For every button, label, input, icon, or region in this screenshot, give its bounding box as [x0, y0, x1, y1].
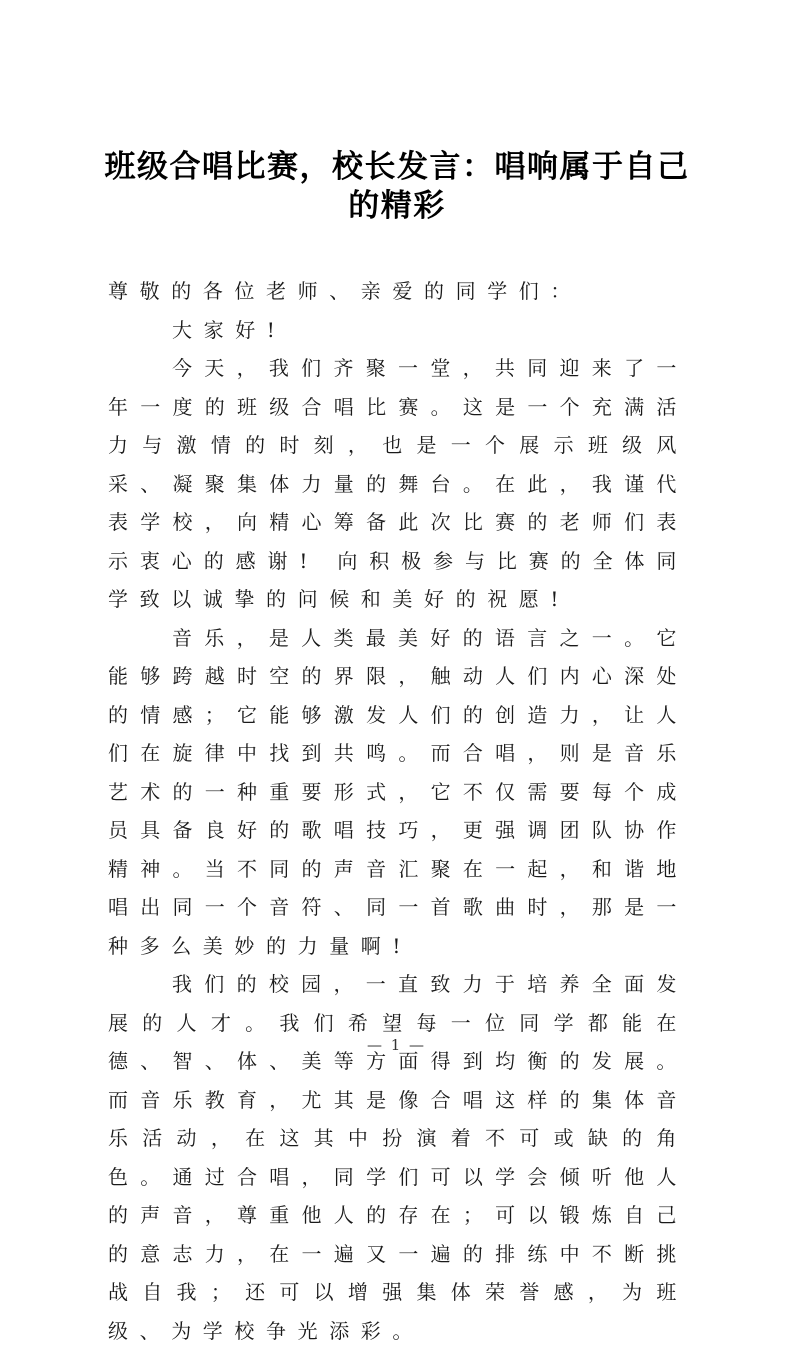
- page-number: — 1 —: [366, 1036, 427, 1054]
- greeting: 大家好!: [172, 317, 287, 342]
- paragraph-1: 今天，我们齐聚一堂，共同迎来了一年一度的班级合唱比赛。这是一个充满活力与激情的时刻，也是一个展示班级风采、凝聚集体力量的舞台。在此，我谨代表学校，向精心筹备此次比赛的老师们表示衷心的感谢! 向积极参与比赛的全体同学致以诚挚的问候和美好的祝愿!: [108, 356, 688, 611]
- paragraph-2: 音乐，是人类最美好的语言之一。它能够跨越时空的界限，触动人们内心深处的情感；它能够激发人们的创造力，让人们在旋律中找到共鸣。而合唱，则是音乐艺术的一种重要形式，它不仅需要每个成员具备良好的歌唱技巧，更强调团队协作精神。当不同的声音汇聚在一起，和谐地唱出同一个音符、同一首歌曲时，那是一种多么美妙的力量啊!: [108, 625, 688, 958]
- document-title: 班级合唱比赛，校长发言：唱响属于自己的精彩: [104, 149, 690, 224]
- salutation: 尊敬的各位老师、亲爱的同学们：: [108, 279, 582, 303]
- document-body: [108, 272, 688, 1350]
- paragraph-3: 我们的校园，一直致力于培养全面发展的人才。我们希望每一位同学都能在德、智、体、美等方面得到均衡的发展。而音乐教育，尤其是像合唱这样的集体音乐活动，在这其中扮演着不可或缺的角色。通过合唱，同学们可以学会倾听他人的声音，尊重他人的存在；可以锻炼自己的意志力，在一遍又一遍的排练中不断挑战自我；还可以增强集体荣誉感，为班级、为学校争光添彩。: [108, 972, 688, 1343]
